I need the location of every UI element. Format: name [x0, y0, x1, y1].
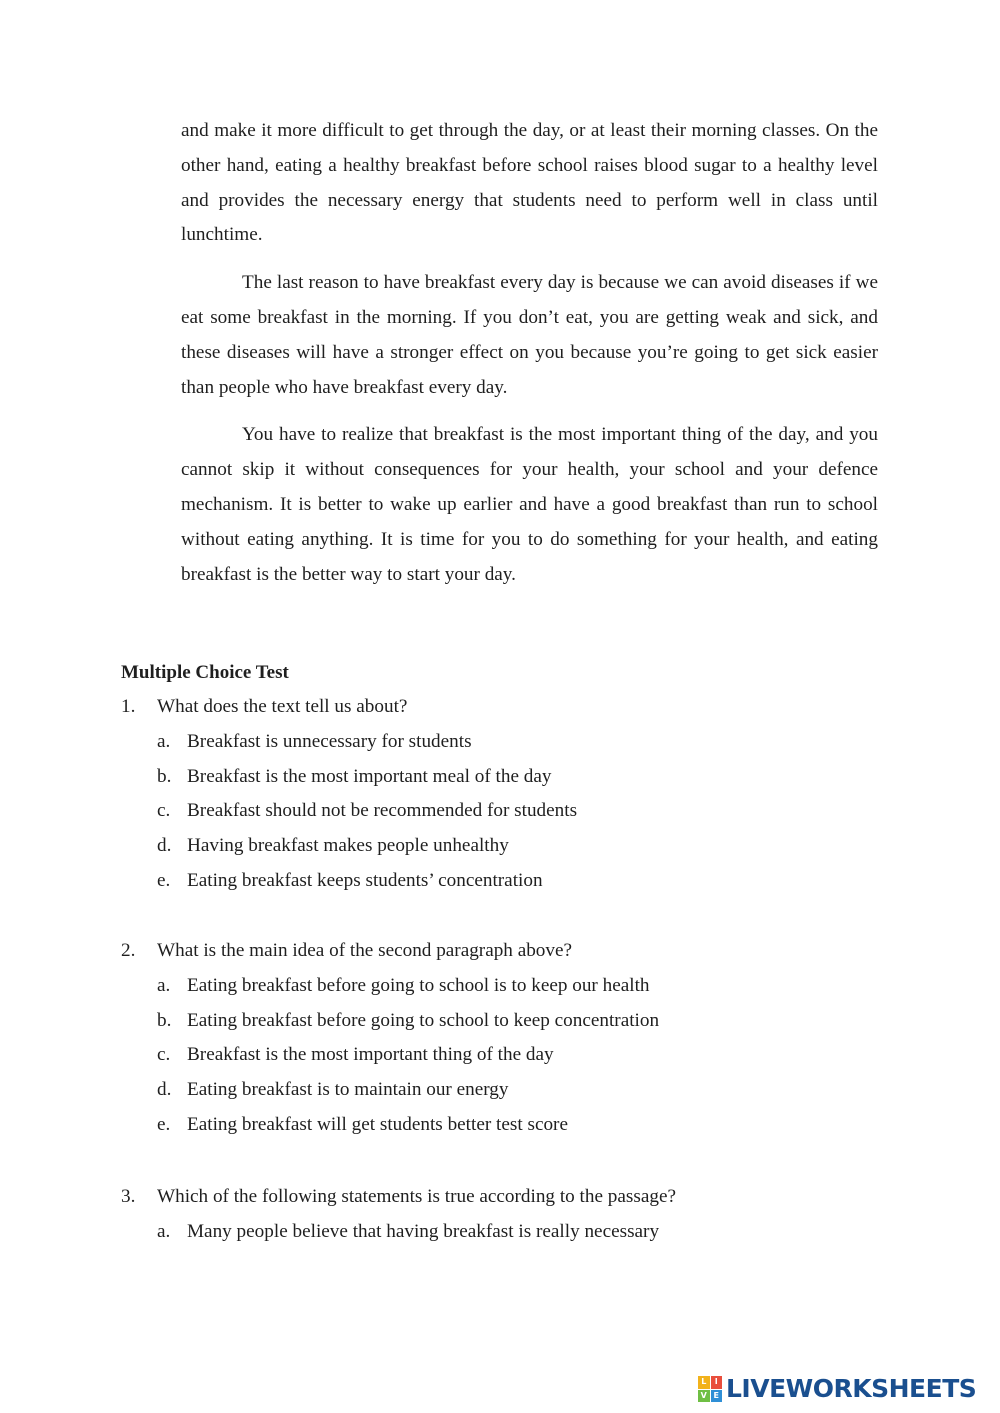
question-text: Which of the following statements is true according to the passage? [157, 1186, 676, 1207]
option-letter: b. [157, 765, 172, 787]
option-letter: d. [157, 835, 172, 857]
logo-badge-letter: L [698, 1376, 710, 1389]
option-text: Many people believe that having breakfast is really necessary [187, 1220, 660, 1242]
logo-badge-letter: I [711, 1376, 723, 1389]
option-letter: c. [157, 800, 171, 822]
option-text: Eating breakfast will get students better test score [187, 1113, 568, 1135]
passage-paragraph: You have to realize that breakfast is the most important thing of the day, and you cannot skip it without consequences for your health, your school and your defence mechanism. It is better to wake up earlier and have a good breakfast than run to school without eating anything. It is time for you to do something for your health, and eating breakfast is the better way to start your day. [181, 424, 878, 585]
question-number: 2. [121, 940, 136, 961]
question-3 [121, 1184, 676, 1245]
option-text: Eating breakfast keeps students’ concentration [187, 869, 543, 891]
answer-option-2a[interactable] [157, 973, 659, 999]
answer-option-1a[interactable] [157, 729, 577, 755]
passage-paragraph: and make it more difficult to get through the day, or at least their morning classes. On the other hand, eating a healthy breakfast before school raises blood sugar to a healthy level and provides the necessary energy that students need to perform well in class until lunchtime. [181, 120, 878, 246]
question-row [121, 694, 577, 720]
option-letter: a. [157, 1220, 171, 1242]
option-text: Having breakfast makes people unhealthy [187, 835, 509, 857]
option-text: Eating breakfast before going to school is to keep our health [187, 974, 650, 996]
option-letter: e. [157, 1113, 171, 1135]
answer-option-1d[interactable] [157, 833, 577, 859]
question-row [121, 1184, 676, 1210]
answer-option-1b[interactable] [157, 764, 577, 790]
question-text: What is the main idea of the second paragraph above? [157, 940, 573, 961]
option-letter: c. [157, 1044, 171, 1066]
logo-text: LIVEWORKSHEETS [726, 1374, 977, 1403]
option-text: Eating breakfast is to maintain our energy [187, 1079, 509, 1101]
question-row [121, 938, 659, 964]
answer-option-2b[interactable] [157, 1008, 659, 1034]
option-letter: b. [157, 1009, 172, 1031]
option-letter: e. [157, 869, 171, 891]
question-1 [121, 694, 577, 894]
answer-option-3a[interactable] [157, 1219, 676, 1245]
answer-option-2c[interactable] [157, 1042, 659, 1068]
question-text: What does the text tell us about? [157, 696, 408, 717]
option-letter: a. [157, 974, 171, 996]
question-number: 1. [121, 696, 136, 717]
answer-option-1c[interactable] [157, 798, 577, 824]
question-number: 3. [121, 1186, 136, 1207]
logo-badge-icon [698, 1376, 722, 1402]
liveworksheets-logo [698, 1374, 976, 1404]
logo-badge-letter: E [711, 1390, 723, 1403]
option-letter: d. [157, 1079, 172, 1101]
option-text: Breakfast is the most important thing of the day [187, 1044, 554, 1066]
reading-passage [181, 114, 878, 605]
option-text: Eating breakfast before going to school to keep concentration [187, 1009, 660, 1031]
passage-paragraph: The last reason to have breakfast every day is because we can avoid diseases if we eat some breakfast in the morning. If you don’t eat, you are getting weak and sick, and these diseases will have a stronger effect on you because you’re going to get sick easier than people who have breakfast every day. [181, 272, 878, 398]
logo-badge-letter: V [698, 1390, 710, 1403]
answer-option-2e[interactable] [157, 1112, 659, 1138]
option-text: Breakfast is the most important meal of the day [187, 765, 552, 787]
answer-option-1e[interactable] [157, 868, 577, 894]
option-text: Breakfast is unnecessary for students [187, 730, 472, 752]
option-text: Breakfast should not be recommended for students [187, 800, 578, 822]
answer-option-2d[interactable] [157, 1077, 659, 1103]
quiz-title: Multiple Choice Test [121, 662, 289, 683]
option-letter: a. [157, 730, 171, 752]
question-2 [121, 938, 659, 1138]
